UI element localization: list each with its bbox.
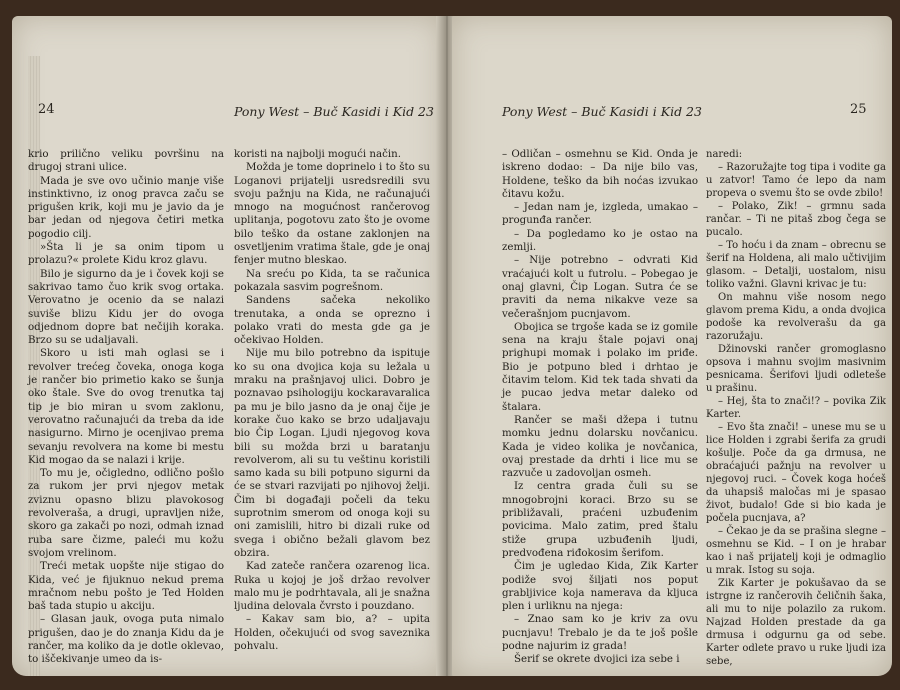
left-page xyxy=(12,16,442,676)
left-column-1 xyxy=(28,148,224,667)
right-column-1 xyxy=(502,148,698,667)
paragraph: – Odličan – osmehnu se Kid. Onda je iskreno dodao: – Da nije bilo vas, Holdene, teško da bih noćas izvukao čitavu kožu. xyxy=(502,148,698,200)
paragraph: – Kakav sam bio, a? – upita Holden, očekujući od svog saveznika pohvalu. xyxy=(234,613,430,652)
paragraph: Iz centra grada čuli su se mnogobrojni koraci. Brzo su se približavali, praćeni uzbuđenim povicima. Malo zatim, pred štalu stiže grupa uzbuđenih ljudi, predvođena riđokosim šerifom. xyxy=(502,480,698,559)
paragraph: krio prilično veliku površinu na drugoj strani ulice. xyxy=(28,148,224,174)
left-page-number: 24 xyxy=(38,102,55,117)
paragraph: Možda je tome doprinelo i to što su Loganovi prijatelji usredsredili svu svoju pažnju na Kida, ne računajući mnogo na mogućnost rančerovog uplitanja, pogotovu zato što je ovome bilo teško da ostane zaklonjen na osvetljenim vratima štale, gde je onaj fenjer mutno bleskao. xyxy=(234,161,430,267)
paragraph: Džinovski rančer gromoglasno opsova i mahnu svojim masivnim pesnicama. Šerifovi ljudi odleteše u prašinu. xyxy=(706,344,886,394)
paragraph: – Glasan jauk, ovoga puta nimalo prigušen, dao je do znanja Kidu da je rančer, ma koliko da je dotle oklevao, to iščekivanje umeo da is- xyxy=(28,613,224,666)
paragraph: On mahnu više nosom nego glavom prema Kidu, a onda dvojica podoše ka revolverašu da ga razoružaju. xyxy=(706,292,886,342)
left-running-header: Pony West – Buč Kasidi i Kid 23 xyxy=(234,104,434,119)
paragraph: Kad zateče rančera ozarenog lica. Ruka u kojoj je još držao revolver malo mu je podrhtavala, ali je snažna ljudina delovala čvrsto i pouzdano. xyxy=(234,560,430,613)
paragraph: – Znao sam ko je kriv za ovu pucnjavu! Trebalo je da te još pošle podne najurim iz grada! xyxy=(502,613,698,652)
right-column-2 xyxy=(706,148,886,668)
right-running-header: Pony West – Buč Kasidi i Kid 23 xyxy=(502,104,702,119)
right-page-number: 25 xyxy=(850,102,867,117)
left-column-2 xyxy=(234,148,430,653)
paragraph: – Da pogledamo ko je ostao na zemlji. xyxy=(502,227,698,254)
paragraph: Obojica se trgoše kada se iz gomile sena na kraju štale pojavi onaj prighupi momak i polako im priđe. Bio je potpuno bled i drhtao je čitavim telom. Kid tek tada shvati da je pucao jedva metar daleko od štalara. xyxy=(502,320,698,413)
paragraph: – Razoružajte tog tipa i vodite ga u zatvor! Tamo će lepo da nam propeva o svemu što se ovde zbilo! xyxy=(706,162,886,199)
paragraph: Šerif se okrete dvojici iza sebe i xyxy=(514,653,680,666)
paragraph: Zik Karter je pokušavao da se istrgne iz rančerovih čeličnih šaka, ali mu to nije polazilo za rukom. Najzad Holden prestade da ga drmusa i odgurnu ga od sebe. Karter odlete pravo u ruke ljudi iza sebe, xyxy=(706,578,886,667)
paragraph: To mu je, očigledno, odlično pošlo za rukom jer prvi njegov metak zviznu opasno blizu plavokosog revolveraša, a drugi, upravljen niže, skoro ga zakači po nozi, odmah iznad ruba sare čizme, paleći mu kožu svojom vrelinom. xyxy=(28,467,224,559)
paragraph: – To hoću i da znam – obrecnu se šerif na Holdena, ali malo učtivijim glasom. – Detalji, uostalom, nisu toliko važni. Glavni krivac je tu: xyxy=(706,240,886,290)
paragraph: – Evo šta znači! – unese mu se u lice Holden i zgrabi šerifa za grudi košulje. Poče da ga drmusa, ne obraćajući pažnju na revolver u njegovoj ruci. – Čovek koga hoćeš da uhapsiš maločas mi je spasao život, budalo! Gde si bio kada je počela pucnjava, a? xyxy=(706,422,886,524)
paragraph: Bilo je sigurno da je i čovek koji se sakrivao tamo čuo krik svog ortaka. Verovatno je ocenio da se nalazi suviše blizu Kidu jer do ovoga odjednom dopre bat nečijih koraka. Brzo su se udaljavali. xyxy=(28,267,224,347)
paragraph: – Jedan nam je, izgleda, umakao – progunđa rančer. xyxy=(502,201,698,227)
paragraph: Sandens sačeka nekoliko trenutaka, a onda se oprezno i polako vrati do mesta gde ga je očekivao Holden. xyxy=(234,294,430,347)
paragraph: Čim je ugledao Kida, Zik Karter podiže svoj šiljati nos poput grabljivice koja namerava da kljuca plen i urliknu na njega: xyxy=(502,560,698,613)
paragraph: naredi: xyxy=(706,149,743,160)
paragraph: koristi na najbolji mogući način. xyxy=(234,148,401,160)
paragraph: Skoro u isti mah oglasi se i revolver trećeg čoveka, onoga koga je rančer bio primetio kako se šunja oko štale. Sve do ovog trenutka taj tip je bio miran u svom zaklonu, verovatno računajući da treba da ide nasigurno. Mirno je ocenjivao prema sevanju revolvera na kome bi mestu Kid mogao da se nalazi i krije. xyxy=(28,347,224,466)
paragraph: »Šta li je sa onim tipom u prolazu?« prolete Kidu kroz glavu. xyxy=(28,241,224,267)
paragraph: – Hej, šta to znači!? – povika Zik Karter. xyxy=(706,396,886,420)
paragraph: Rančer se maši džepa i tutnu momku jednu dolarsku novčanicu. Kada je video kolika je novčanica, ovaj prestade da drhti i lice mu se razvuče u zadovoljan osmeh. xyxy=(502,413,698,480)
right-page xyxy=(452,16,892,676)
paragraph: – Nije potrebno – odvrati Kid vraćajući kolt u futrolu. – Pobegao je onaj glavni, Čip Logan. Sutra će se praviti da nema nikakve veze sa večerašnjom pucnjavom. xyxy=(502,254,698,320)
paragraph: – Polako, Zik! – grmnu sada rančar. – Ti ne pitaš zbog čega se pucalo. xyxy=(706,201,886,238)
paragraph: Na sreću po Kida, ta se računica pokazala sasvim pogrešnom. xyxy=(234,267,430,293)
paragraph: Nije mu bilo potrebno da ispituje ko su ona dvojica koja su ležala u mraku na prašnjavoj ulici. Dobro je poznavao psihologiju kockaravaralica pa mu je bilo jasno da je onaj čije je korake čuo kako se brzo udaljavaju bio Čip Logan. Ljudi njegovog kova bili su možda brzi u baratanju revolverom, ali su tu veštinu koristili samo kada su bili potpuno sigurni da će se stvari razvijati po njihovoj želji. Čim bi događaji počeli da teku suprotnim smerom od onoga koji su oni zamislili, hitro bi dizali ruke od svega i obično bežali glavom bez obzira. xyxy=(234,347,430,559)
paragraph: Mada je sve ovo učinio manje više instinktivno, iz onog pravca začu se prigušen krik, koji mu je javio da je bar jedan od njegova četiri metka pogodio cilj. xyxy=(28,174,224,240)
paragraph: – Čekao je da se prašina slegne – osmehnu se Kid. – I on je hrabar kao i naš prijatelj koji je odmaglio u mrak. Istog su soja. xyxy=(706,526,886,576)
paragraph: Treći metak uopšte nije stigao do Kida, već je fijuknuo nekud prema mračnom nebu pošto je Ted Holden baš tada stupio u akciju. xyxy=(28,560,224,613)
